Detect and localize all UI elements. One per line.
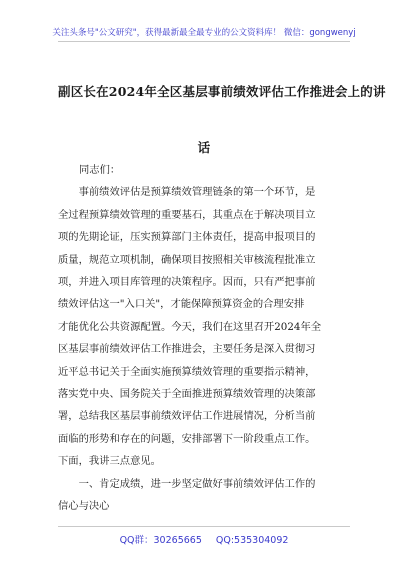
body-line: 署，总结我区基层事前绩效评估工作进展情况，分析当前 <box>58 410 316 423</box>
title-line: 副区长在2024年全区基层事前绩效评估工作推进会上的讲 <box>58 84 386 99</box>
title-line: 话 <box>197 140 211 155</box>
body-line: 项，并进入项目库管理的决策程序。因而，只有严把事前 <box>58 276 316 289</box>
body-line: 项的先期论证，压实预算部门主体责任，提高申报项目的 <box>58 231 316 244</box>
body-line: 面临的形势和存在的问题，安排部署下一阶段重点工作。 <box>58 432 316 445</box>
header-divider <box>58 41 350 42</box>
footer-divider <box>58 526 350 527</box>
body-line: 绩效评估这一"入口关"，才能保障预算资金的合理安排 <box>58 298 305 311</box>
footer-qq-contact: QQ:535304092 <box>215 535 289 546</box>
header-banner: 关注头条号"公文研究"，获得最新最全最专业的公文资料库！ 微信：gongwenyj <box>52 28 356 38</box>
body-line: 区基层事前绩效评估工作推进会，主要任务是深入贯彻习 <box>58 343 316 356</box>
footer-contact <box>0 532 408 546</box>
salutation: 同志们： <box>79 164 121 176</box>
body-line: 事前绩效评估是预算绩效管理链条的第一个环节，是 <box>58 186 316 199</box>
footer-qq-group: QQ群：30265665 <box>119 535 202 546</box>
document-body <box>58 159 350 518</box>
body-line: 下面，我讲三点意见。 <box>58 455 161 468</box>
body-line: 才能优化公共资源配置。今天，我们在这里召开2024年全 <box>58 320 322 333</box>
body-line: 全过程预算绩效管理的重要基石，其重点在于解决项目立 <box>58 208 316 221</box>
section-heading: 一、肯定成绩，进一步坚定做好事前绩效评估工作的 <box>58 477 316 490</box>
body-line: 质量，规范立项机制，确保项目按照相关审核流程批准立 <box>58 253 316 266</box>
body-line: 落实党中央、国务院关于全面推进预算绩效管理的决策部 <box>58 388 316 401</box>
section-heading-continued: 信心与决心 <box>58 500 110 513</box>
body-line: 近平总书记关于全面实施预算绩效管理的重要指示精神， <box>58 365 316 378</box>
